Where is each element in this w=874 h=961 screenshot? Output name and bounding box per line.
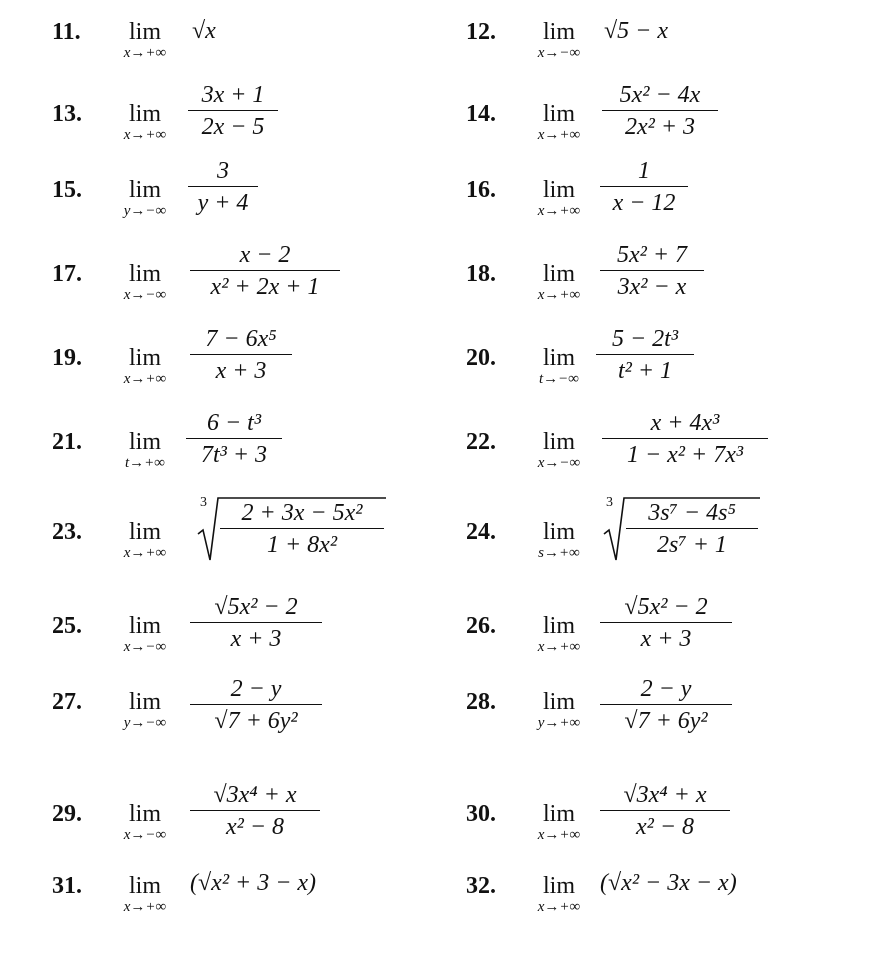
denominator: x + 3	[230, 626, 282, 652]
numerator: 3	[217, 158, 229, 184]
problem-number: 29.	[52, 801, 82, 827]
limit-operator	[512, 690, 606, 731]
limit-word: lim	[542, 345, 575, 371]
denominator: x² − 8	[225, 814, 285, 840]
limit-subscript: s→+∞	[538, 545, 580, 561]
limit-word: lim	[542, 19, 575, 45]
denominator: 7t³ + 3	[200, 442, 268, 468]
problem-number: 11.	[52, 19, 81, 45]
fraction	[186, 410, 282, 468]
fraction-bar	[602, 438, 768, 439]
denominator: x² + 2x + 1	[210, 274, 320, 300]
limit-operator	[512, 614, 606, 655]
fraction	[602, 82, 718, 140]
problem-number: 30.	[466, 801, 496, 827]
fraction	[190, 326, 292, 384]
limit-word: lim	[542, 261, 575, 287]
problem-number: 18.	[466, 261, 496, 287]
denominator: 2x² + 3	[624, 114, 696, 140]
limit-subscript: x→−∞	[123, 639, 167, 655]
problem-number: 28.	[466, 689, 496, 715]
fraction-bar	[626, 528, 758, 529]
problem-number: 26.	[466, 613, 496, 639]
denominator: x² − 8	[635, 814, 695, 840]
limit-subscript: x→+∞	[537, 127, 581, 143]
limit-operator	[98, 520, 192, 561]
problem-number: 12.	[466, 19, 496, 45]
fraction-bar	[600, 810, 730, 811]
numerator: 2 − y	[640, 676, 692, 702]
limit-operator	[98, 802, 192, 843]
radical-denominator: √7 + 6y²	[624, 708, 708, 734]
denominator: x − 12	[612, 190, 676, 216]
fraction	[188, 82, 278, 140]
fraction-bar	[188, 186, 258, 187]
denominator: 1 + 8x²	[266, 532, 338, 558]
limit-subscript: t→+∞	[125, 455, 165, 471]
problem-number: 19.	[52, 345, 82, 371]
fraction	[190, 242, 340, 300]
denominator: x + 3	[215, 358, 267, 384]
fraction	[190, 594, 322, 652]
limit-subscript: x→+∞	[537, 639, 581, 655]
numerator: 3x + 1	[201, 82, 265, 108]
limit-word: lim	[542, 429, 575, 455]
limit-subscript: x→−∞	[123, 827, 167, 843]
numerator: x − 2	[239, 242, 291, 268]
radical-numerator: √3x⁴ + x	[213, 782, 297, 808]
limit-word: lim	[128, 19, 161, 45]
limit-word: lim	[542, 689, 575, 715]
fraction-bar	[190, 622, 322, 623]
fraction-bar	[220, 528, 384, 529]
numerator: 5 − 2t³	[611, 326, 679, 352]
limit-word: lim	[542, 613, 575, 639]
fraction-bar	[190, 354, 292, 355]
fraction	[600, 158, 688, 216]
limit-subscript: x→+∞	[123, 545, 167, 561]
radicand-fraction	[220, 500, 384, 558]
numerator: 7 − 6x⁵	[205, 326, 277, 352]
limit-subscript: x→−∞	[537, 45, 581, 61]
problem-number: 23.	[52, 519, 82, 545]
fraction-bar	[186, 438, 282, 439]
problem-number: 20.	[466, 345, 496, 371]
cube-root	[196, 494, 386, 564]
limit-subscript: y→+∞	[537, 715, 581, 731]
denominator: 2x − 5	[201, 114, 265, 140]
numerator: x + 4x³	[650, 410, 720, 436]
problem-number: 14.	[466, 101, 496, 127]
limit-word: lim	[128, 345, 161, 371]
limit-operator	[512, 102, 606, 143]
limit-word: lim	[542, 873, 575, 899]
fraction	[190, 676, 322, 734]
denominator: 3x² − x	[617, 274, 687, 300]
radical-numerator: √5x² − 2	[624, 594, 708, 620]
limit-subscript: y→−∞	[123, 715, 167, 731]
limit-word: lim	[128, 519, 161, 545]
numerator: 1	[638, 158, 650, 184]
problem-number: 15.	[52, 177, 82, 203]
limit-operator	[98, 20, 192, 61]
limit-subscript: x→−∞	[537, 455, 581, 471]
expression: (√x² − 3x − x)	[600, 870, 737, 896]
limit-subscript: x→+∞	[123, 45, 167, 61]
radical-numerator: √5x² − 2	[214, 594, 298, 620]
limit-operator	[98, 874, 192, 915]
expression: √x	[192, 18, 216, 44]
fraction-bar	[596, 354, 694, 355]
denominator: 1 − x² + 7x³	[626, 442, 744, 468]
fraction	[190, 782, 320, 840]
fraction	[596, 326, 694, 384]
limit-operator	[98, 178, 192, 219]
numerator: 2 + 3x − 5x²	[241, 500, 363, 526]
problem-number: 22.	[466, 429, 496, 455]
limit-subscript: x→+∞	[537, 287, 581, 303]
expression: √5 − x	[604, 18, 669, 44]
limit-operator	[98, 614, 192, 655]
fraction	[600, 242, 704, 300]
limit-word: lim	[542, 801, 575, 827]
cube-root	[602, 494, 760, 564]
expression: (√x² + 3 − x)	[190, 870, 317, 896]
limit-operator	[98, 262, 192, 303]
limit-word: lim	[128, 801, 161, 827]
limit-subscript: y→−∞	[123, 203, 167, 219]
fraction	[600, 782, 730, 840]
problem-number: 32.	[466, 873, 496, 899]
fraction-bar	[190, 704, 322, 705]
limit-subscript: x→+∞	[537, 827, 581, 843]
limit-subscript: x→+∞	[537, 203, 581, 219]
limit-word: lim	[128, 613, 161, 639]
limit-word: lim	[128, 873, 161, 899]
problem-number: 17.	[52, 261, 82, 287]
radicand-fraction	[626, 500, 758, 558]
limit-subscript: t→−∞	[539, 371, 579, 387]
limit-operator	[512, 262, 606, 303]
limit-word: lim	[128, 429, 161, 455]
limit-subscript: x→+∞	[123, 371, 167, 387]
limit-operator	[512, 20, 606, 61]
limit-operator	[512, 178, 606, 219]
root-index: 3	[200, 495, 207, 510]
limit-word: lim	[542, 519, 575, 545]
limit-subscript: x→+∞	[537, 899, 581, 915]
problem-number: 27.	[52, 689, 82, 715]
fraction-bar	[600, 186, 688, 187]
limit-operator	[98, 102, 192, 143]
fraction	[600, 676, 732, 734]
limit-subscript: x→−∞	[123, 287, 167, 303]
numerator: 3s⁷ − 4s⁵	[648, 500, 736, 526]
denominator: t² + 1	[617, 358, 673, 384]
fraction-bar	[600, 270, 704, 271]
limit-operator	[512, 520, 606, 561]
limit-operator	[98, 690, 192, 731]
numerator: 6 − t³	[206, 410, 262, 436]
fraction-bar	[188, 110, 278, 111]
limit-operator	[98, 430, 192, 471]
limit-subscript: x→+∞	[123, 127, 167, 143]
limit-word: lim	[128, 101, 161, 127]
fraction-bar	[190, 270, 340, 271]
fraction-bar	[602, 110, 718, 111]
problem-number: 24.	[466, 519, 496, 545]
problem-number: 16.	[466, 177, 496, 203]
fraction	[188, 158, 258, 216]
problem-number: 21.	[52, 429, 82, 455]
denominator: 2s⁷ + 1	[657, 532, 727, 558]
numerator: 5x² − 4x	[619, 82, 701, 108]
limit-operator	[512, 346, 606, 387]
fraction-bar	[600, 704, 732, 705]
limit-subscript: x→+∞	[123, 899, 167, 915]
limit-word: lim	[128, 261, 161, 287]
numerator: 2 − y	[230, 676, 282, 702]
limit-word: lim	[542, 177, 575, 203]
limit-operator	[98, 346, 192, 387]
limit-word: lim	[128, 689, 161, 715]
fraction-bar	[600, 622, 732, 623]
fraction	[600, 594, 732, 652]
radical-denominator: √7 + 6y²	[214, 708, 298, 734]
problem-number: 13.	[52, 101, 82, 127]
limit-word: lim	[128, 177, 161, 203]
radical-numerator: √3x⁴ + x	[623, 782, 707, 808]
problem-number: 31.	[52, 873, 82, 899]
root-index: 3	[606, 495, 613, 510]
numerator: 5x² + 7	[616, 242, 688, 268]
denominator: x + 3	[640, 626, 692, 652]
denominator: y + 4	[197, 190, 249, 216]
fraction	[602, 410, 768, 468]
problem-number: 25.	[52, 613, 82, 639]
limit-operator	[512, 430, 606, 471]
limit-operator	[512, 802, 606, 843]
limit-operator	[512, 874, 606, 915]
limit-word: lim	[542, 101, 575, 127]
fraction-bar	[190, 810, 320, 811]
